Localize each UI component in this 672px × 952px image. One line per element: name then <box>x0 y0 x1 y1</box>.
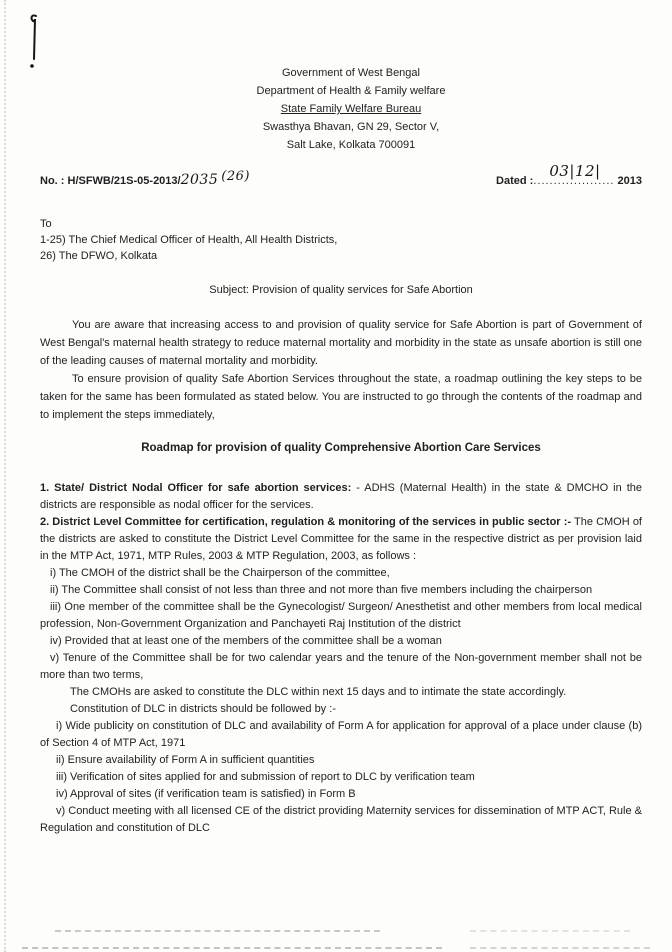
handwritten-tick-mark <box>26 12 42 70</box>
roadmap-point-1-title: 1. State/ District Nodal Officer for safe abortion services: <box>40 482 352 494</box>
dated-handwritten-date: 03|12| <box>549 162 601 180</box>
letterhead <box>40 64 642 154</box>
dated-label: Dated : <box>496 175 534 187</box>
letterhead-dept: Department of Health & Family welfare <box>256 85 446 97</box>
letterhead-address-line2: Salt Lake, Kolkata 700091 <box>286 139 416 151</box>
scan-edge-artifact <box>4 0 6 952</box>
recipient-salutation: To <box>40 218 52 230</box>
dated-dotted-line: .................... 03|12| <box>533 162 615 187</box>
intro-paragraph-2: To ensure provision of quality Safe Abortion Services throughout the state, a roadmap outlining the key steps to be taken for the same has been formulated as stated below. You are instructed to go through the contents of the roadmap and to implement the steps immediately, <box>40 373 642 421</box>
letterhead-bureau: State Family Welfare Bureau <box>280 103 422 115</box>
letterhead-org: Government of West Bengal <box>282 67 420 79</box>
subject-line: Subject: Provision of quality services for Safe Abortion <box>209 284 473 296</box>
roadmap-point-1 <box>40 480 642 514</box>
reference-number <box>40 169 250 188</box>
reference-number-handwritten: 2035 <box>180 172 219 188</box>
intro-paragraph-1: You are aware that increasing access to and provision of quality service for Safe Abortion is part of Government of West Bengal's maternal health strategy to reduce maternal mortality and morbidity in the state as unsafe abortion is still one of the leading causes of maternal mortality and morbidity. <box>40 319 642 367</box>
scan-artifact-line <box>470 930 630 932</box>
recipient-line-1: 1-25) The Chief Medical Officer of Health, All Health Districts, <box>40 234 338 246</box>
dlc-step-i: i) Wide publicity on constitution of DLC and availability of Form A for application for approval of a place under clause (b) of Section 4 of MTP Act, 1971 <box>40 720 642 749</box>
roadmap-point-2-text: The CMOH of the districts are asked to constitute the District Level Committee for the same in the respective district as per provision laid in the MTP Act, 1971, MTP Rules, 2003 & MTP Regulation, 2003, as follows : <box>40 516 642 562</box>
dated-field <box>496 162 642 187</box>
note-constitution-followed-by: Constitution of DLC in districts should be followed by :- <box>70 703 336 715</box>
committee-item-ii: ii) The Committee shall consist of not less than three and not more than five members including the chairperson <box>50 584 593 596</box>
scan-artifact-line <box>55 930 380 932</box>
committee-item-iii: iii) One member of the committee shall be the Gynecologist/ Surgeon/ Anesthetist and other members from local medical profession, Non-Government Organization and Panchayeti Raj Institution of the district <box>40 601 642 630</box>
dated-year: 2013 <box>617 175 642 187</box>
note-constitute-dlc: The CMOHs are asked to constitute the DLC within next 15 days and to intimate the state accordingly. <box>70 686 567 698</box>
reference-number-printed: No. : H/SFWB/21S-05-2013/ <box>40 175 181 187</box>
intro-paragraphs <box>40 316 642 424</box>
roadmap-content <box>40 480 642 837</box>
recipients-block <box>40 216 642 264</box>
dlc-step-v: v) Conduct meeting with all licensed CE of the district providing Maternity services for dissemination of MTP ACT, Rule & Regulation and constitution of DLC <box>40 805 642 834</box>
roadmap-heading: Roadmap for provision of quality Comprehensive Abortion Care Services <box>141 442 541 454</box>
scan-artifact-line <box>22 947 442 949</box>
committee-item-v: v) Tenure of the Committee shall be for two calendar years and the tenure of the Non-government member shall not be more than two terms, <box>40 652 642 681</box>
letterhead-address-line1: Swasthya Bhavan, GN 29, Sector V, <box>262 121 440 133</box>
dlc-step-ii: ii) Ensure availability of Form A in sufficient quantities <box>56 754 315 766</box>
dlc-step-iii: iii) Verification of sites applied for and submission of report to DLC by verification team <box>56 771 475 783</box>
reference-number-handwritten-copies: (26) <box>221 169 250 184</box>
roadmap-point-2-title: 2. District Level Committee for certification, regulation & monitoring of the services in public sector :- <box>40 516 572 528</box>
reference-row <box>40 162 642 188</box>
scan-artifact-line <box>470 947 650 949</box>
roadmap-point-1-text: - ADHS (Maternal Health) in the state & DMCHO in the districts are responsible as nodal officer for the services. <box>40 482 642 511</box>
dlc-step-iv: iv) Approval of sites (if verification team is satisfied) in Form B <box>56 788 356 800</box>
roadmap-point-2 <box>40 514 642 565</box>
committee-item-i: i) The CMOH of the district shall be the Chairperson of the committee, <box>50 567 390 579</box>
committee-item-iv: iv) Provided that at least one of the members of the committee shall be a woman <box>50 635 442 647</box>
recipient-line-2: 26) The DFWO, Kolkata <box>40 250 158 262</box>
